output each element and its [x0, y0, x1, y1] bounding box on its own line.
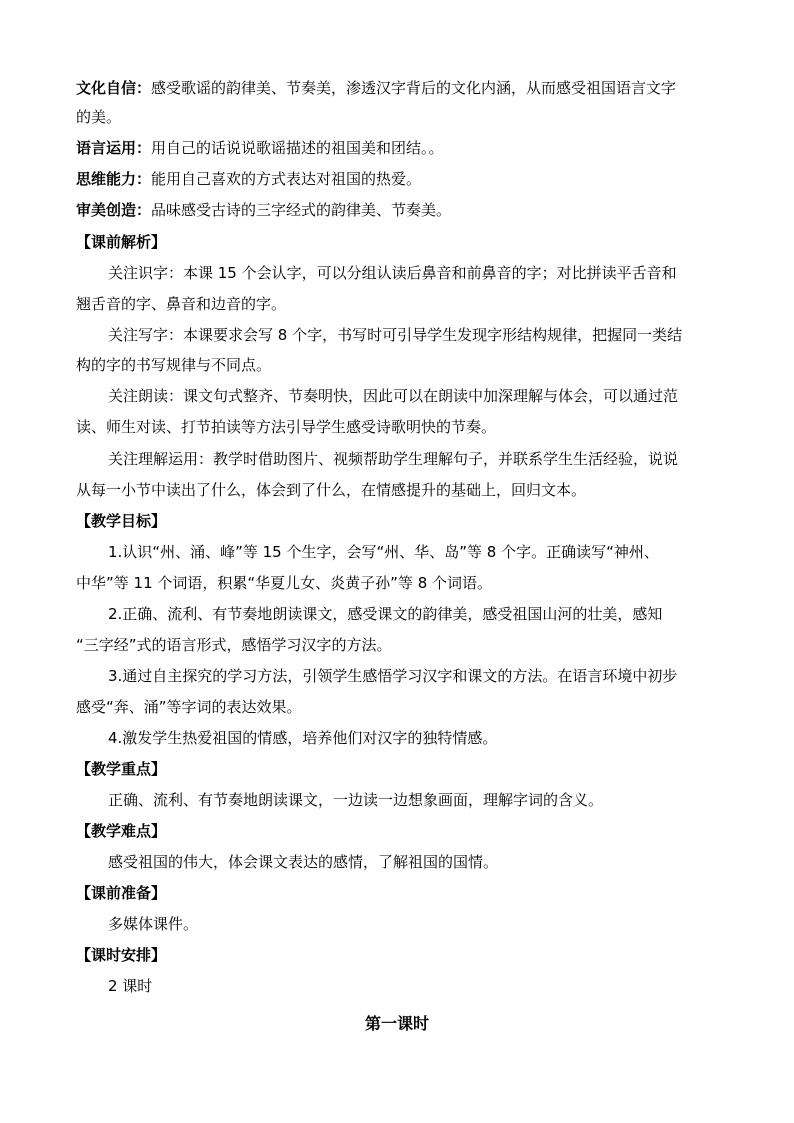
- analysis-reading-line1: 关注朗读：课文句式整齐、节奏明快，因此可以在朗读中加深理解与体会，可以通过范: [108, 387, 679, 405]
- goal-2-line2: “三字经”式的语言形式，感悟学习汉字的方法。: [76, 636, 392, 654]
- goal-2-line1: 2.正确、流利、有节奏地朗读课文，感受课文的韵律美，感受祖国山河的壮美，感知: [108, 605, 663, 623]
- analysis-literacy-line1: 关注识字：本课 15 个会认字，可以分组认读后鼻音和前鼻音的字；对比拼读平舌音和: [108, 264, 677, 282]
- heading-analysis: 【课前解析】: [76, 233, 167, 251]
- schedule-text: 2 课时: [108, 977, 153, 995]
- section-title: 第一课时: [364, 1014, 429, 1033]
- competency-text: 能用自己喜欢的方式表达对祖国的热爱。: [151, 170, 422, 188]
- competency-label: 语言运用：: [76, 139, 152, 157]
- goal-4: 4.激发学生热爱祖国的情感，培养他们对汉字的独特情感。: [108, 729, 498, 747]
- goal-3-line1: 3.通过自主探究的学习方法，引领学生感悟学习汉字和课文的方法。在语言环境中初步: [108, 667, 678, 685]
- competency-culture: [76, 78, 726, 98]
- analysis-reading-line2: 读、师生对读、打节拍读等方法引导学生感受诗歌明快的节奏。: [76, 418, 497, 436]
- competency-language: [76, 138, 726, 158]
- analysis-application-line2: 从每一小节中读出了什么，体会到了什么，在情感提升的基础上，回归文本。: [76, 481, 587, 499]
- goal-3-line2: 感受“奔、涌”等字词的表达效果。: [76, 698, 302, 716]
- heading-goals: 【教学目标】: [76, 512, 167, 530]
- goal-1-line2: 中华”等 11 个词语，积累“华夏儿女、炎黄子孙”等 8 个词语。: [76, 574, 493, 592]
- key-points-text: 正确、流利、有节奏地朗读课文，一边读一边想象画面，理解字词的含义。: [108, 791, 604, 809]
- analysis-literacy-line2: 翘舌音的字、鼻音和边音的字。: [76, 295, 287, 313]
- competency-aesthetic: [76, 200, 726, 220]
- heading-preparation: 【课前准备】: [76, 884, 167, 902]
- analysis-writing-line1: 关注写字：本课要求会写 8 个字，书写时可引导学生发现字形结构规律，把握同一类结: [108, 326, 683, 344]
- competency-culture-cont: 的美。: [76, 108, 122, 126]
- competency-text: 用自己的话说说歌谣描述的祖国美和团结。。: [151, 139, 444, 157]
- competency-text: 品味感受古诗的三字经式的韵律美、节奏美。: [151, 201, 452, 219]
- heading-schedule: 【课时安排】: [76, 946, 167, 964]
- competency-label: 思维能力：: [76, 170, 152, 188]
- analysis-application-line1: 关注理解运用：教学时借助图片、视频帮助学生理解句子，并联系学生生活经验，说说: [108, 450, 679, 468]
- analysis-writing-line2: 构的字的书写规律与不同点。: [76, 356, 272, 374]
- competency-text: 感受歌谣的韵律美、节奏美，渗透汉字背后的文化内涵，从而感受祖国语言文字: [151, 79, 677, 97]
- heading-difficulties: 【教学难点】: [76, 822, 167, 840]
- competency-label: 审美创造：: [76, 201, 152, 219]
- competency-thinking: [76, 169, 726, 189]
- competency-label: 文化自信：: [76, 79, 152, 97]
- heading-key-points: 【教学重点】: [76, 760, 167, 778]
- preparation-text: 多媒体课件。: [108, 915, 199, 933]
- goal-1-line1: 1.认识“州、涌、峰”等 15 个生字，会写“州、华、岛”等 8 个字。正确读写“神州、: [108, 543, 659, 561]
- difficulties-text: 感受祖国的伟大，体会课文表达的感情，了解祖国的国情。: [108, 853, 499, 871]
